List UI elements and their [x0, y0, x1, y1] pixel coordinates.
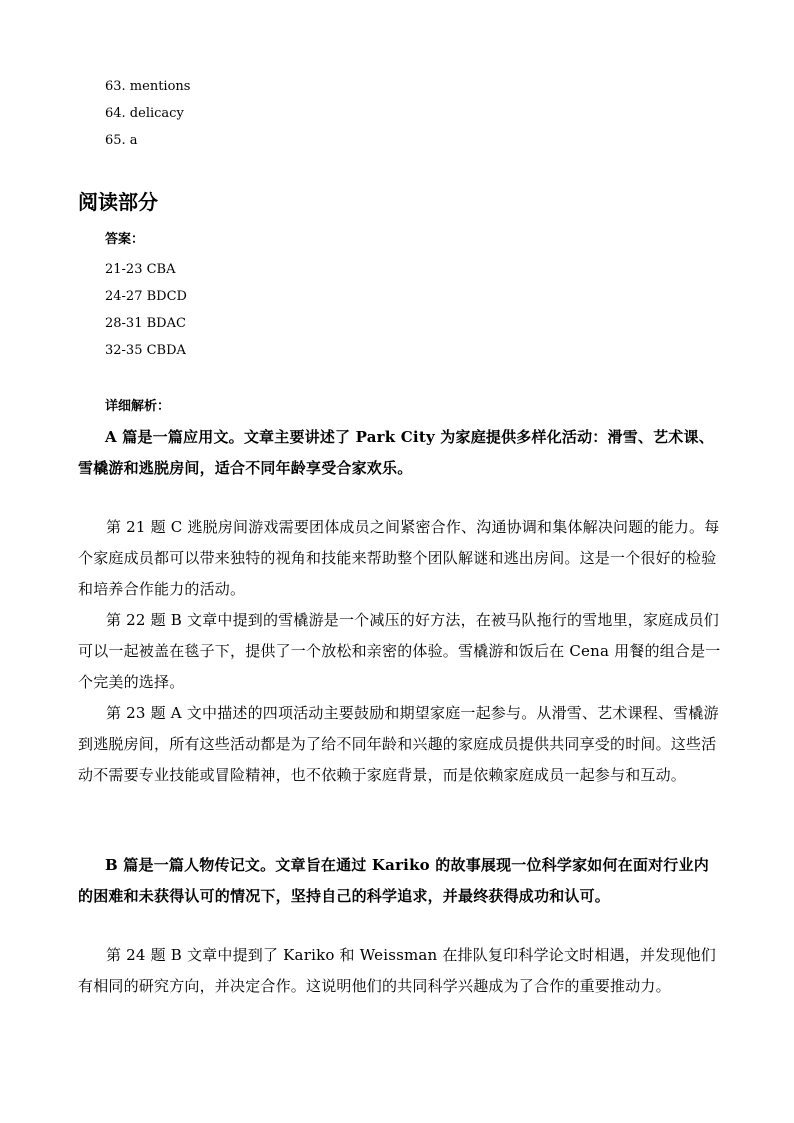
- answer-line: 24-27 BDCD: [105, 289, 187, 304]
- section-title: 阅读部分: [78, 190, 158, 214]
- answer-line: 28-31 BDAC: [105, 316, 186, 331]
- answer-line: 63. mentions: [105, 79, 191, 94]
- answer-line: 21-23 CBA: [105, 262, 176, 277]
- answer-line: 65. a: [105, 133, 138, 148]
- answer-line: 64. delicacy: [105, 106, 184, 121]
- passage-a-summary: A 篇是一篇应用文。文章主要讲述了 Park City 为家庭提供多样化活动：滑雪、艺术课、雪橇游和逃脱房间，适合不同年龄享受合家欢乐。: [78, 428, 714, 477]
- question-explanation: 第 22 题 B 文章中提到的雪橇游是一个减压的好方法，在被马队拖行的雪地里，家庭成员们可以一起被盖在毯子下，提供了一个放松和亲密的体验。雪橇游和饭后在 Cena 用餐的组合是一个完美的选择。: [78, 611, 721, 691]
- question-explanation: 第 23 题 A 文中描述的四项活动主要鼓励和期望家庭一起参与。从滑雪、艺术课程、雪橇游到逃脱房间，所有这些活动都是为了给不同年龄和兴趣的家庭成员提供共同享受的时间。这些活动不需要专业技能或冒险精神，也不依赖于家庭背景，而是依赖家庭成员一起参与和互动。: [78, 704, 719, 784]
- question-explanation: 第 21 题 C 逃脱房间游戏需要团体成员之间紧密合作、沟通协调和集体解决问题的能力。每个家庭成员都可以带来独特的视角和技能来帮助整个团队解谜和逃出房间。这是一个很好的检验和培养合作能力的活动。: [78, 518, 720, 598]
- answer-line: 32-35 CBDA: [105, 343, 186, 358]
- passage-b-summary: B 篇是一篇人物传记文。文章旨在通过 Kariko 的故事展现一位科学家如何在面对行业内的困难和未获得认可的情况下，坚持自己的科学追求，并最终获得成功和认可。: [78, 856, 709, 905]
- question-explanation: 第 24 题 B 文章中提到了 Kariko 和 Weissman 在排队复印科学论文时相遇，并发现他们有相同的研究方向，并决定合作。这说明他们的共同科学兴趣成为了合作的重要推动力。: [78, 946, 716, 995]
- answer-label: 答案：: [105, 232, 145, 247]
- analysis-label: 详细解析：: [105, 399, 171, 414]
